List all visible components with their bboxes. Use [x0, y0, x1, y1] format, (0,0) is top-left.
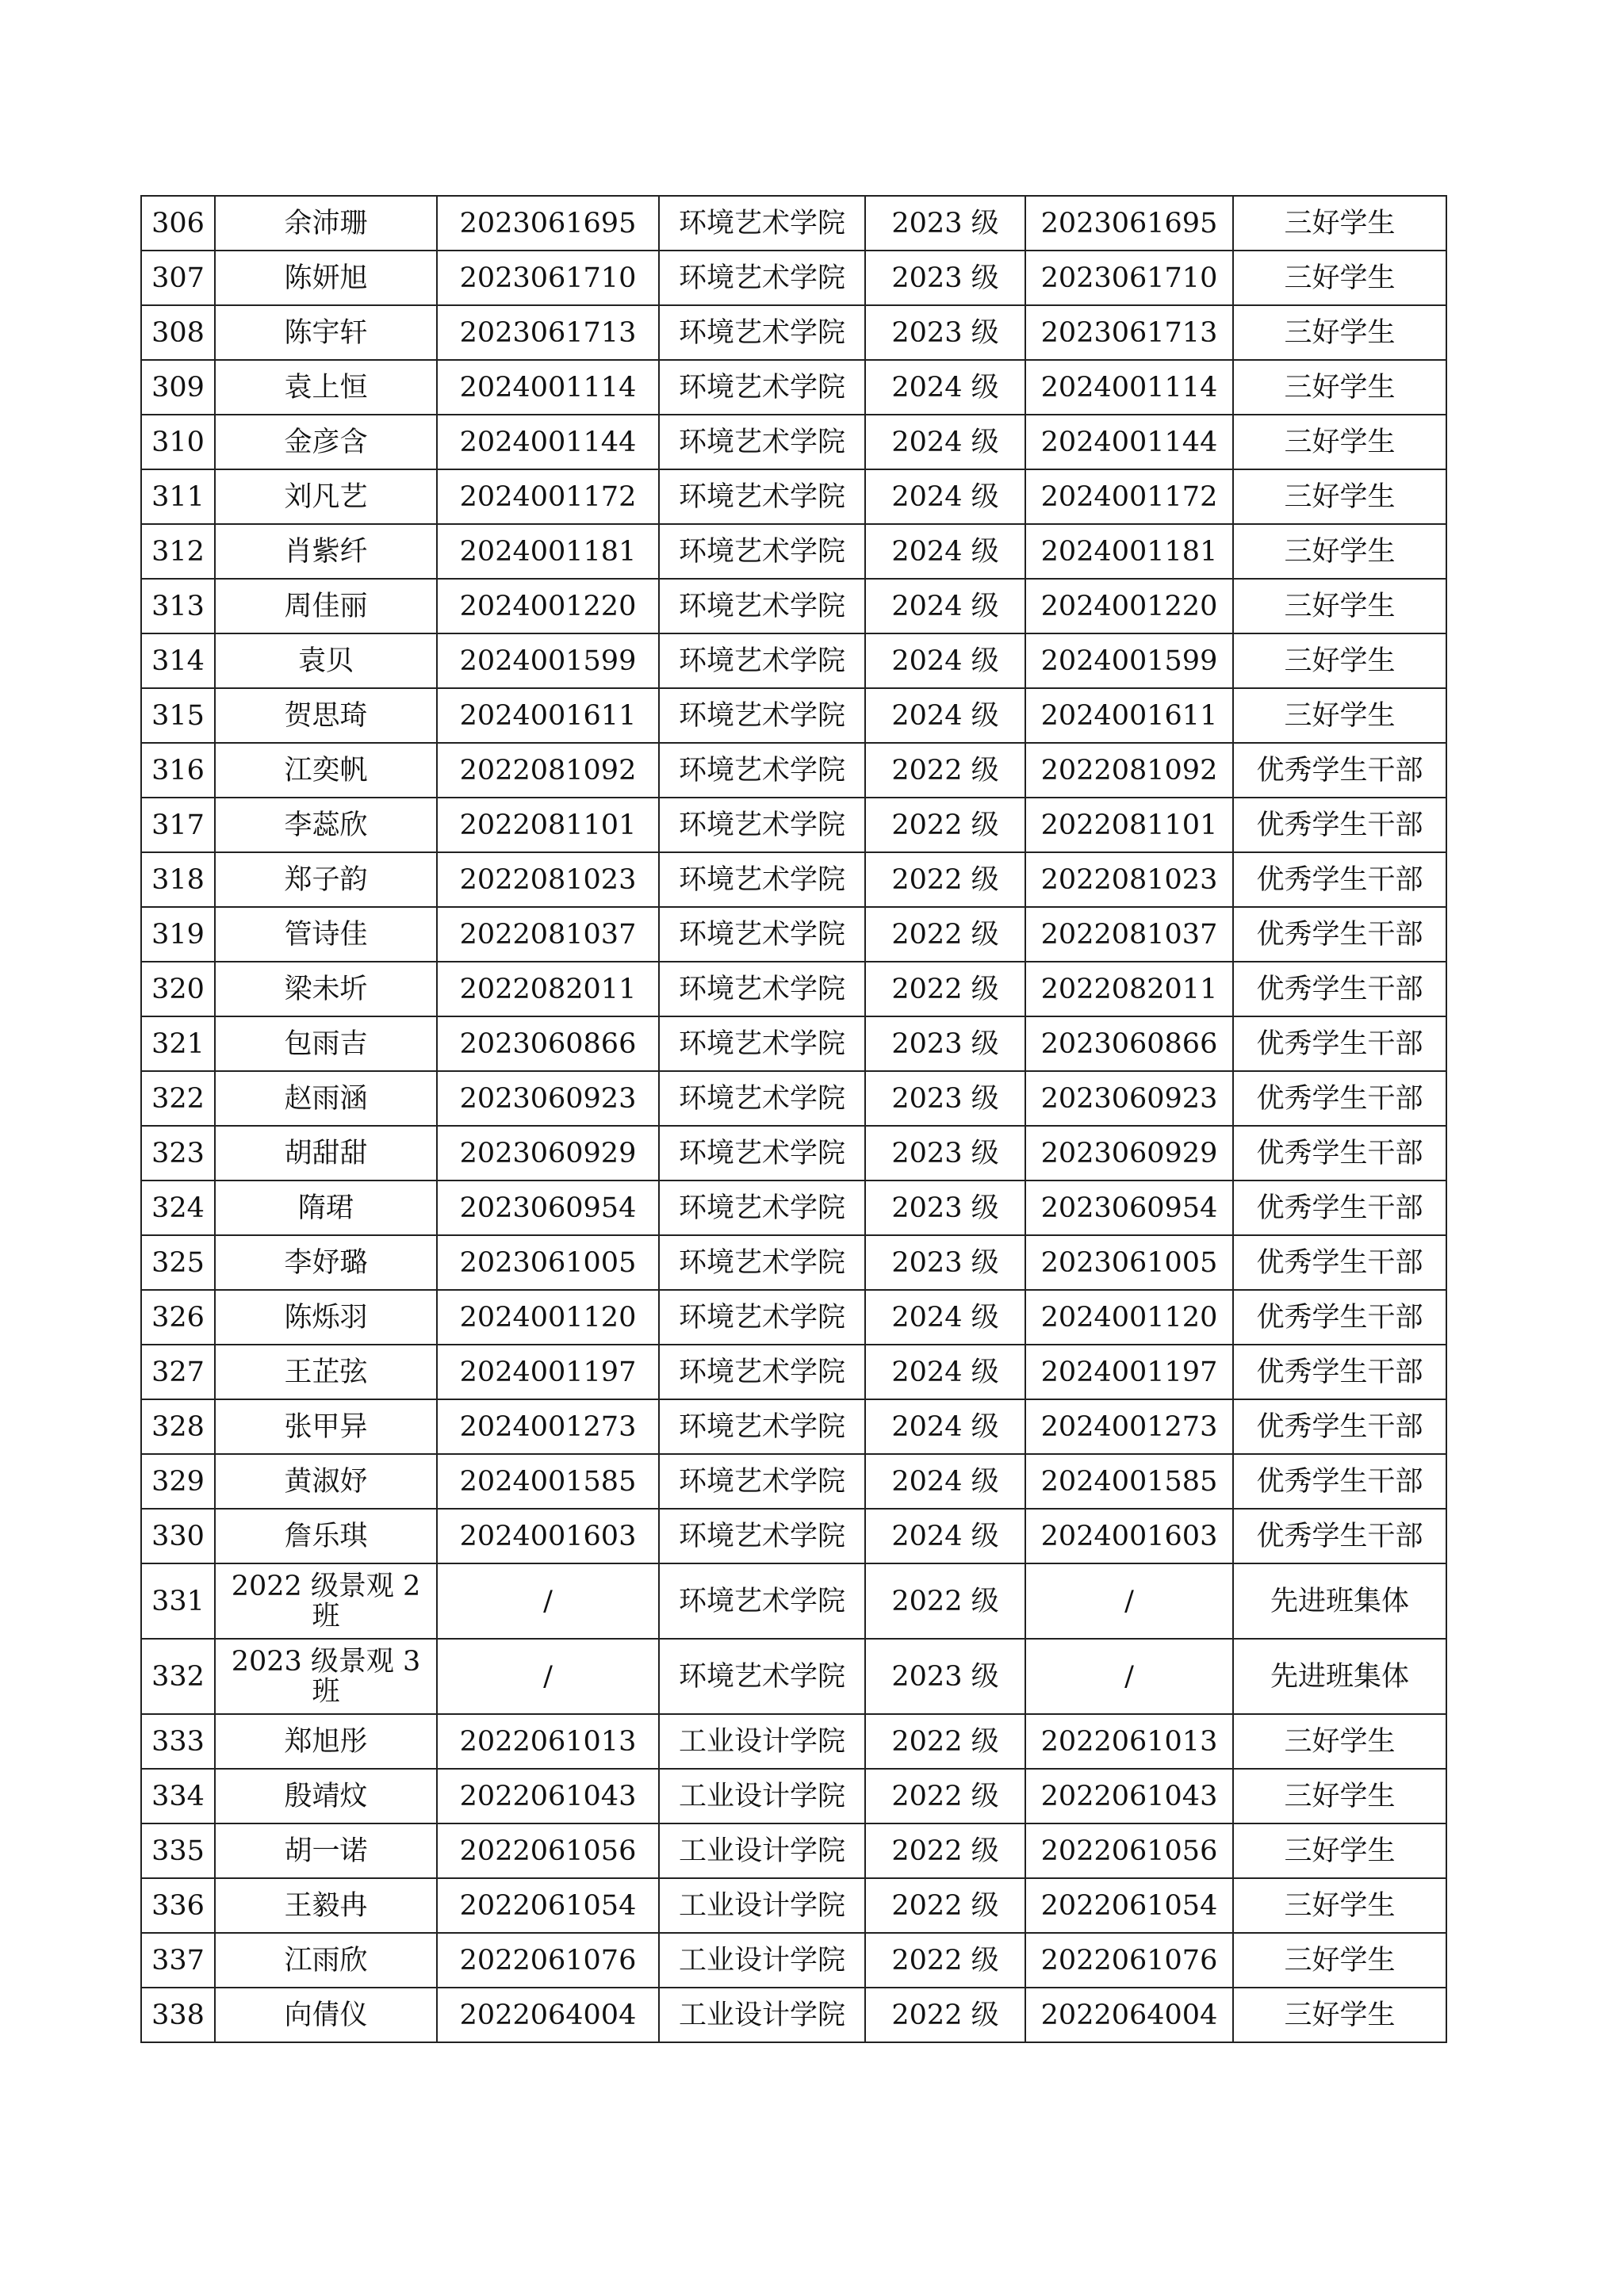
cell-college: 环境艺术学院 [659, 360, 865, 415]
cell-student-number: 2024001585 [1025, 1454, 1233, 1509]
cell-name: 金彦含 [215, 415, 437, 469]
cell-student-number: 2022081023 [1025, 852, 1233, 907]
table-row [141, 1126, 1446, 1181]
cell-award-type: 优秀学生干部 [1233, 798, 1446, 852]
cell-grade: 2023 级 [865, 305, 1025, 360]
cell-college: 环境艺术学院 [659, 962, 865, 1016]
table-row [141, 907, 1446, 962]
cell-award-type: 三好学生 [1233, 1988, 1446, 2042]
cell-name: 余沛珊 [215, 196, 437, 251]
table-row [141, 1071, 1446, 1126]
cell-row-number: 322 [141, 1071, 215, 1126]
cell-name: 陈宇轩 [215, 305, 437, 360]
cell-row-number: 310 [141, 415, 215, 469]
cell-row-number: 323 [141, 1126, 215, 1181]
cell-name: 周佳丽 [215, 579, 437, 633]
cell-grade: 2022 级 [865, 1769, 1025, 1823]
cell-student-id: 2023060866 [437, 1016, 659, 1071]
cell-award-type: 三好学生 [1233, 1823, 1446, 1878]
table-row [141, 305, 1446, 360]
cell-college: 环境艺术学院 [659, 469, 865, 524]
cell-student-number: 2022064004 [1025, 1988, 1233, 2042]
cell-grade: 2023 级 [865, 1181, 1025, 1235]
cell-student-number: 2023061710 [1025, 251, 1233, 305]
cell-row-number: 307 [141, 251, 215, 305]
cell-row-number: 333 [141, 1714, 215, 1769]
cell-college: 环境艺术学院 [659, 907, 865, 962]
cell-name: 梁未圻 [215, 962, 437, 1016]
cell-award-type: 优秀学生干部 [1233, 1126, 1446, 1181]
cell-name: 王芷弦 [215, 1345, 437, 1399]
cell-award-type: 三好学生 [1233, 1878, 1446, 1933]
table-row [141, 1639, 1446, 1714]
cell-college: 环境艺术学院 [659, 798, 865, 852]
cell-student-id: 2024001144 [437, 415, 659, 469]
cell-college: 环境艺术学院 [659, 196, 865, 251]
cell-student-id: 2024001585 [437, 1454, 659, 1509]
cell-row-number: 325 [141, 1235, 215, 1290]
cell-name: 江雨欣 [215, 1933, 437, 1988]
table-row [141, 579, 1446, 633]
cell-college: 工业设计学院 [659, 1933, 865, 1988]
cell-name: 隋珺 [215, 1181, 437, 1235]
cell-name: 袁贝 [215, 633, 437, 688]
cell-award-type: 三好学生 [1233, 524, 1446, 579]
cell-grade: 2023 级 [865, 1071, 1025, 1126]
table-row [141, 1509, 1446, 1563]
cell-row-number: 321 [141, 1016, 215, 1071]
cell-student-number: 2024001599 [1025, 633, 1233, 688]
cell-grade: 2024 级 [865, 1454, 1025, 1509]
cell-grade: 2023 级 [865, 1126, 1025, 1181]
cell-name: 胡甜甜 [215, 1126, 437, 1181]
cell-name: 黄淑妤 [215, 1454, 437, 1509]
cell-name: 胡一诺 [215, 1823, 437, 1878]
cell-award-type: 优秀学生干部 [1233, 1345, 1446, 1399]
table-row [141, 1563, 1446, 1639]
cell-student-number: 2023060929 [1025, 1126, 1233, 1181]
cell-award-type: 先进班集体 [1233, 1639, 1446, 1714]
cell-student-id: 2022081101 [437, 798, 659, 852]
cell-row-number: 309 [141, 360, 215, 415]
cell-student-number: 2024001603 [1025, 1509, 1233, 1563]
table-row [141, 1769, 1446, 1823]
cell-student-number: 2024001114 [1025, 360, 1233, 415]
cell-student-number: 2024001144 [1025, 415, 1233, 469]
cell-student-id: 2022081092 [437, 743, 659, 798]
cell-name: 赵雨涵 [215, 1071, 437, 1126]
cell-name: 江奕帆 [215, 743, 437, 798]
cell-grade: 2024 级 [865, 469, 1025, 524]
cell-name: 刘凡艺 [215, 469, 437, 524]
cell-row-number: 328 [141, 1399, 215, 1454]
cell-row-number: 311 [141, 469, 215, 524]
table-row [141, 251, 1446, 305]
cell-college: 环境艺术学院 [659, 415, 865, 469]
cell-name: 袁上恒 [215, 360, 437, 415]
cell-student-id: 2022061043 [437, 1769, 659, 1823]
cell-award-type: 优秀学生干部 [1233, 1454, 1446, 1509]
cell-college: 环境艺术学院 [659, 524, 865, 579]
cell-award-type: 优秀学生干部 [1233, 1509, 1446, 1563]
cell-student-id: 2023061695 [437, 196, 659, 251]
cell-award-type: 三好学生 [1233, 633, 1446, 688]
cell-student-id: 2022061013 [437, 1714, 659, 1769]
cell-college: 环境艺术学院 [659, 1454, 865, 1509]
cell-college: 环境艺术学院 [659, 852, 865, 907]
cell-name: 管诗佳 [215, 907, 437, 962]
cell-name: 李妤璐 [215, 1235, 437, 1290]
cell-student-id: 2023060923 [437, 1071, 659, 1126]
cell-grade: 2022 级 [865, 907, 1025, 962]
cell-row-number: 319 [141, 907, 215, 962]
cell-award-type: 优秀学生干部 [1233, 1290, 1446, 1345]
cell-grade: 2022 级 [865, 1823, 1025, 1878]
cell-college: 环境艺术学院 [659, 1071, 865, 1126]
cell-award-type: 先进班集体 [1233, 1563, 1446, 1639]
table-row [141, 1235, 1446, 1290]
table-row [141, 1878, 1446, 1933]
cell-student-id: 2023061713 [437, 305, 659, 360]
cell-college: 工业设计学院 [659, 1878, 865, 1933]
cell-student-id: 2024001273 [437, 1399, 659, 1454]
cell-award-type: 三好学生 [1233, 251, 1446, 305]
table-row [141, 1181, 1446, 1235]
cell-name: 陈烁羽 [215, 1290, 437, 1345]
cell-row-number: 334 [141, 1769, 215, 1823]
cell-grade: 2024 级 [865, 579, 1025, 633]
cell-row-number: 335 [141, 1823, 215, 1878]
cell-student-id: 2023060929 [437, 1126, 659, 1181]
cell-college: 环境艺术学院 [659, 1016, 865, 1071]
cell-student-number: 2022061013 [1025, 1714, 1233, 1769]
cell-row-number: 337 [141, 1933, 215, 1988]
cell-grade: 2024 级 [865, 1509, 1025, 1563]
cell-student-number: 2024001172 [1025, 469, 1233, 524]
table-row [141, 688, 1446, 743]
cell-student-id: 2022061054 [437, 1878, 659, 1933]
cell-row-number: 314 [141, 633, 215, 688]
cell-row-number: 327 [141, 1345, 215, 1399]
cell-award-type: 三好学生 [1233, 360, 1446, 415]
table-row [141, 1016, 1446, 1071]
cell-student-id: 2024001197 [437, 1345, 659, 1399]
cell-grade: 2022 级 [865, 852, 1025, 907]
cell-college: 环境艺术学院 [659, 305, 865, 360]
cell-college: 环境艺术学院 [659, 1290, 865, 1345]
cell-grade: 2024 级 [865, 633, 1025, 688]
cell-student-number: 2022061076 [1025, 1933, 1233, 1988]
cell-name: 殷靖炆 [215, 1769, 437, 1823]
cell-grade: 2023 级 [865, 251, 1025, 305]
cell-student-id: 2023061005 [437, 1235, 659, 1290]
cell-student-id: 2024001120 [437, 1290, 659, 1345]
cell-student-number: 2022081037 [1025, 907, 1233, 962]
cell-student-id: / [437, 1639, 659, 1714]
cell-row-number: 312 [141, 524, 215, 579]
cell-row-number: 320 [141, 962, 215, 1016]
cell-student-number: 2023061713 [1025, 305, 1233, 360]
cell-award-type: 三好学生 [1233, 1769, 1446, 1823]
cell-row-number: 317 [141, 798, 215, 852]
cell-name: 包雨吉 [215, 1016, 437, 1071]
cell-college: 环境艺术学院 [659, 1563, 865, 1639]
cell-grade: 2023 级 [865, 1016, 1025, 1071]
cell-college: 环境艺术学院 [659, 633, 865, 688]
cell-student-number: / [1025, 1563, 1233, 1639]
table-row [141, 1823, 1446, 1878]
cell-grade: 2022 级 [865, 798, 1025, 852]
cell-grade: 2023 级 [865, 196, 1025, 251]
table-row [141, 962, 1446, 1016]
cell-award-type: 三好学生 [1233, 688, 1446, 743]
cell-award-type: 优秀学生干部 [1233, 907, 1446, 962]
cell-name: 2023 级景观 3 班 [215, 1639, 437, 1714]
cell-name: 2022 级景观 2 班 [215, 1563, 437, 1639]
cell-row-number: 330 [141, 1509, 215, 1563]
cell-grade: 2024 级 [865, 1399, 1025, 1454]
cell-grade: 2024 级 [865, 524, 1025, 579]
cell-college: 环境艺术学院 [659, 1509, 865, 1563]
cell-college: 环境艺术学院 [659, 1399, 865, 1454]
cell-college: 环境艺术学院 [659, 251, 865, 305]
cell-student-number: 2022082011 [1025, 962, 1233, 1016]
table-row [141, 1399, 1446, 1454]
cell-student-number: 2024001611 [1025, 688, 1233, 743]
cell-student-number: 2022081101 [1025, 798, 1233, 852]
cell-student-number: 2023061695 [1025, 196, 1233, 251]
cell-student-number: 2022061043 [1025, 1769, 1233, 1823]
cell-grade: 2024 级 [865, 360, 1025, 415]
cell-row-number: 331 [141, 1563, 215, 1639]
cell-award-type: 优秀学生干部 [1233, 852, 1446, 907]
cell-college: 环境艺术学院 [659, 1639, 865, 1714]
cell-award-type: 三好学生 [1233, 1933, 1446, 1988]
cell-grade: 2022 级 [865, 962, 1025, 1016]
cell-college: 环境艺术学院 [659, 1181, 865, 1235]
table-body [141, 196, 1446, 2042]
cell-student-id: 2023060954 [437, 1181, 659, 1235]
cell-college: 工业设计学院 [659, 1823, 865, 1878]
cell-name: 王毅冉 [215, 1878, 437, 1933]
cell-award-type: 三好学生 [1233, 469, 1446, 524]
table-row [141, 798, 1446, 852]
table-row [141, 524, 1446, 579]
cell-grade: 2024 级 [865, 1345, 1025, 1399]
cell-college: 环境艺术学院 [659, 1345, 865, 1399]
cell-student-number: / [1025, 1639, 1233, 1714]
cell-name: 陈妍旭 [215, 251, 437, 305]
cell-row-number: 306 [141, 196, 215, 251]
cell-grade: 2024 级 [865, 1290, 1025, 1345]
cell-college: 环境艺术学院 [659, 743, 865, 798]
cell-grade: 2023 级 [865, 1235, 1025, 1290]
table-row [141, 196, 1446, 251]
table-row [141, 360, 1446, 415]
cell-row-number: 313 [141, 579, 215, 633]
cell-student-id: 2022061056 [437, 1823, 659, 1878]
cell-grade: 2024 级 [865, 688, 1025, 743]
table-row [141, 1933, 1446, 1988]
cell-row-number: 318 [141, 852, 215, 907]
cell-grade: 2022 级 [865, 1714, 1025, 1769]
cell-student-number: 2022081092 [1025, 743, 1233, 798]
cell-student-number: 2023060923 [1025, 1071, 1233, 1126]
cell-college: 工业设计学院 [659, 1988, 865, 2042]
cell-student-number: 2023060954 [1025, 1181, 1233, 1235]
cell-award-type: 优秀学生干部 [1233, 1181, 1446, 1235]
cell-grade: 2022 级 [865, 1988, 1025, 2042]
table-row [141, 852, 1446, 907]
cell-row-number: 308 [141, 305, 215, 360]
cell-row-number: 338 [141, 1988, 215, 2042]
cell-student-id: 2022081023 [437, 852, 659, 907]
cell-student-id: 2022064004 [437, 1988, 659, 2042]
cell-student-number: 2022061054 [1025, 1878, 1233, 1933]
cell-grade: 2024 级 [865, 415, 1025, 469]
cell-student-id: 2022082011 [437, 962, 659, 1016]
cell-award-type: 三好学生 [1233, 305, 1446, 360]
award-list-table [140, 195, 1447, 2043]
table-row [141, 1714, 1446, 1769]
cell-award-type: 三好学生 [1233, 579, 1446, 633]
cell-student-id: 2024001181 [437, 524, 659, 579]
table-row [141, 469, 1446, 524]
cell-student-id: 2023061710 [437, 251, 659, 305]
cell-name: 肖紫纤 [215, 524, 437, 579]
cell-student-number: 2024001220 [1025, 579, 1233, 633]
cell-award-type: 三好学生 [1233, 196, 1446, 251]
cell-student-id: 2024001114 [437, 360, 659, 415]
cell-grade: 2023 级 [865, 1639, 1025, 1714]
cell-name: 贺思琦 [215, 688, 437, 743]
cell-student-id: 2022061076 [437, 1933, 659, 1988]
cell-row-number: 315 [141, 688, 215, 743]
cell-student-id: 2024001611 [437, 688, 659, 743]
cell-student-id: 2024001220 [437, 579, 659, 633]
cell-student-number: 2023061005 [1025, 1235, 1233, 1290]
cell-name: 郑子韵 [215, 852, 437, 907]
cell-student-number: 2022061056 [1025, 1823, 1233, 1878]
cell-college: 环境艺术学院 [659, 688, 865, 743]
cell-student-number: 2023060866 [1025, 1016, 1233, 1071]
cell-grade: 2022 级 [865, 1878, 1025, 1933]
cell-college: 工业设计学院 [659, 1714, 865, 1769]
cell-name: 向倩仪 [215, 1988, 437, 2042]
table-row [141, 415, 1446, 469]
cell-name: 张甲异 [215, 1399, 437, 1454]
cell-student-number: 2024001273 [1025, 1399, 1233, 1454]
table-row [141, 1988, 1446, 2042]
table-row [141, 1290, 1446, 1345]
cell-college: 环境艺术学院 [659, 1235, 865, 1290]
cell-student-id: / [437, 1563, 659, 1639]
cell-student-id: 2022081037 [437, 907, 659, 962]
cell-award-type: 优秀学生干部 [1233, 1399, 1446, 1454]
cell-student-id: 2024001599 [437, 633, 659, 688]
table-row [141, 1454, 1446, 1509]
cell-student-number: 2024001181 [1025, 524, 1233, 579]
cell-row-number: 316 [141, 743, 215, 798]
cell-row-number: 329 [141, 1454, 215, 1509]
cell-student-number: 2024001197 [1025, 1345, 1233, 1399]
cell-award-type: 优秀学生干部 [1233, 962, 1446, 1016]
cell-row-number: 324 [141, 1181, 215, 1235]
cell-college: 工业设计学院 [659, 1769, 865, 1823]
cell-grade: 2022 级 [865, 1933, 1025, 1988]
cell-award-type: 三好学生 [1233, 1714, 1446, 1769]
cell-award-type: 优秀学生干部 [1233, 1016, 1446, 1071]
cell-student-id: 2024001603 [437, 1509, 659, 1563]
cell-name: 李蕊欣 [215, 798, 437, 852]
cell-row-number: 336 [141, 1878, 215, 1933]
cell-award-type: 优秀学生干部 [1233, 1071, 1446, 1126]
cell-award-type: 优秀学生干部 [1233, 1235, 1446, 1290]
cell-award-type: 优秀学生干部 [1233, 743, 1446, 798]
cell-grade: 2022 级 [865, 743, 1025, 798]
cell-grade: 2022 级 [865, 1563, 1025, 1639]
table-row [141, 743, 1446, 798]
cell-row-number: 332 [141, 1639, 215, 1714]
cell-name: 詹乐琪 [215, 1509, 437, 1563]
cell-college: 环境艺术学院 [659, 1126, 865, 1181]
cell-award-type: 三好学生 [1233, 415, 1446, 469]
table-row [141, 633, 1446, 688]
cell-name: 郑旭彤 [215, 1714, 437, 1769]
cell-college: 环境艺术学院 [659, 579, 865, 633]
cell-student-number: 2024001120 [1025, 1290, 1233, 1345]
table-row [141, 1345, 1446, 1399]
cell-student-id: 2024001172 [437, 469, 659, 524]
cell-row-number: 326 [141, 1290, 215, 1345]
